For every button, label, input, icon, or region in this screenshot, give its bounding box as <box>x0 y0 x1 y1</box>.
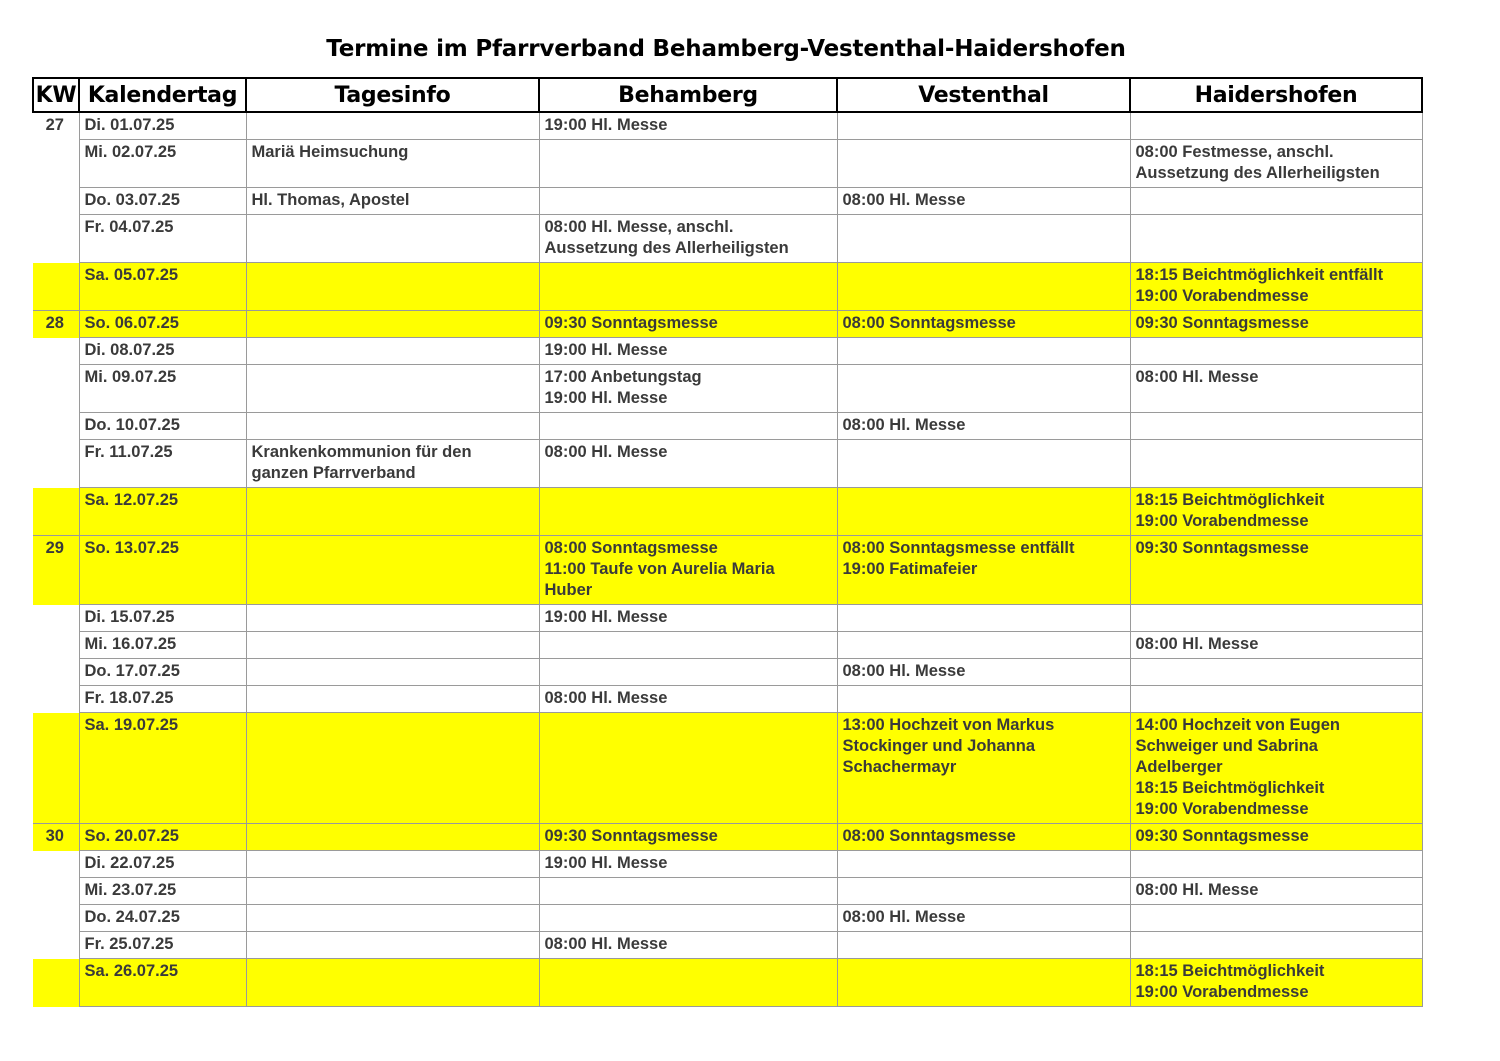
behamberg-cell: 08:00 Hl. Messe, anschl. Aussetzung des Allerheiligsten <box>539 215 837 263</box>
haidershofen-cell <box>1130 851 1422 878</box>
haidershofen-cell: 08:00 Hl. Messe <box>1130 365 1422 413</box>
haidershofen-cell <box>1130 686 1422 713</box>
haidershofen-cell <box>1130 659 1422 686</box>
table-row <box>33 659 1422 686</box>
table-row <box>33 851 1422 878</box>
kw-cell: 29 <box>33 536 79 605</box>
haidershofen-cell: 18:15 Beichtmöglichkeit entfällt 19:00 Vorabendmesse <box>1130 263 1422 311</box>
table-row <box>33 713 1422 824</box>
behamberg-cell <box>539 959 837 1007</box>
kalendertag-cell: Sa. 19.07.25 <box>79 713 246 824</box>
vestenthal-cell <box>837 851 1130 878</box>
behamberg-cell <box>539 878 837 905</box>
kw-cell <box>33 605 79 632</box>
table-row <box>33 188 1422 215</box>
tagesinfo-cell <box>246 959 539 1007</box>
kw-cell <box>33 215 79 263</box>
kw-cell <box>33 878 79 905</box>
kw-cell: 30 <box>33 824 79 851</box>
kalendertag-cell: Sa. 12.07.25 <box>79 488 246 536</box>
kalendertag-cell: Do. 17.07.25 <box>79 659 246 686</box>
vestenthal-cell: 08:00 Sonntagsmesse <box>837 824 1130 851</box>
behamberg-cell: 17:00 Anbetungstag 19:00 Hl. Messe <box>539 365 837 413</box>
vestenthal-cell: 08:00 Hl. Messe <box>837 188 1130 215</box>
kalendertag-cell: So. 06.07.25 <box>79 311 246 338</box>
tagesinfo-cell <box>246 851 539 878</box>
behamberg-cell: 08:00 Hl. Messe <box>539 932 837 959</box>
table-row <box>33 824 1422 851</box>
tagesinfo-cell: Hl. Thomas, Apostel <box>246 188 539 215</box>
kalendertag-cell: Sa. 05.07.25 <box>79 263 246 311</box>
table-row <box>33 215 1422 263</box>
vestenthal-cell: 13:00 Hochzeit von Markus Stockinger und Johanna Schachermayr <box>837 713 1130 824</box>
kalendertag-cell: Sa. 26.07.25 <box>79 959 246 1007</box>
behamberg-cell <box>539 263 837 311</box>
haidershofen-cell: 09:30 Sonntagsmesse <box>1130 824 1422 851</box>
table-row <box>33 311 1422 338</box>
vestenthal-cell <box>837 686 1130 713</box>
haidershofen-cell <box>1130 413 1422 440</box>
behamberg-cell <box>539 413 837 440</box>
header-behamberg: Behamberg <box>539 78 837 112</box>
haidershofen-cell <box>1130 338 1422 365</box>
kalendertag-cell: Di. 15.07.25 <box>79 605 246 632</box>
vestenthal-cell: 08:00 Sonntagsmesse entfällt 19:00 Fatimafeier <box>837 536 1130 605</box>
kw-cell <box>33 632 79 659</box>
haidershofen-cell: 14:00 Hochzeit von Eugen Schweiger und Sabrina Adelberger 18:15 Beichtmöglichkeit 19:00 Vorabendmesse <box>1130 713 1422 824</box>
behamberg-cell <box>539 632 837 659</box>
behamberg-cell <box>539 659 837 686</box>
vestenthal-cell <box>837 365 1130 413</box>
table-row <box>33 488 1422 536</box>
tagesinfo-cell <box>246 824 539 851</box>
kalendertag-cell: Fr. 11.07.25 <box>79 440 246 488</box>
behamberg-cell: 09:30 Sonntagsmesse <box>539 824 837 851</box>
kalendertag-cell: Fr. 18.07.25 <box>79 686 246 713</box>
vestenthal-cell <box>837 140 1130 188</box>
table-row <box>33 338 1422 365</box>
kw-cell <box>33 488 79 536</box>
tagesinfo-cell: Krankenkommunion für den ganzen Pfarrverband <box>246 440 539 488</box>
vestenthal-cell: 08:00 Hl. Messe <box>837 905 1130 932</box>
kw-cell <box>33 686 79 713</box>
behamberg-cell: 08:00 Sonntagsmesse 11:00 Taufe von Aurelia Maria Huber <box>539 536 837 605</box>
behamberg-cell <box>539 905 837 932</box>
table-row <box>33 365 1422 413</box>
page-title: Termine im Pfarrverband Behamberg-Vestenthal-Haidershofen <box>326 36 1126 62</box>
tagesinfo-cell <box>246 659 539 686</box>
behamberg-cell <box>539 488 837 536</box>
table-row <box>33 536 1422 605</box>
vestenthal-cell <box>837 632 1130 659</box>
tagesinfo-cell <box>246 365 539 413</box>
header-vestenthal: Vestenthal <box>837 78 1130 112</box>
kalendertag-cell: Mi. 16.07.25 <box>79 632 246 659</box>
table-row <box>33 905 1422 932</box>
behamberg-cell <box>539 140 837 188</box>
vestenthal-cell <box>837 112 1130 140</box>
kw-cell <box>33 851 79 878</box>
haidershofen-cell <box>1130 605 1422 632</box>
behamberg-cell: 19:00 Hl. Messe <box>539 338 837 365</box>
vestenthal-cell: 08:00 Hl. Messe <box>837 413 1130 440</box>
kalendertag-cell: Mi. 23.07.25 <box>79 878 246 905</box>
kalendertag-cell: Di. 22.07.25 <box>79 851 246 878</box>
behamberg-cell: 08:00 Hl. Messe <box>539 686 837 713</box>
header-row <box>33 78 1422 112</box>
tagesinfo-cell <box>246 112 539 140</box>
table-row <box>33 263 1422 311</box>
header-tagesinfo: Tagesinfo <box>246 78 539 112</box>
table-row <box>33 140 1422 188</box>
kw-cell <box>33 959 79 1007</box>
kw-cell: 28 <box>33 311 79 338</box>
kw-cell <box>33 338 79 365</box>
table-row <box>33 440 1422 488</box>
table-row <box>33 112 1422 140</box>
behamberg-cell: 19:00 Hl. Messe <box>539 605 837 632</box>
tagesinfo-cell <box>246 263 539 311</box>
vestenthal-cell <box>837 959 1130 1007</box>
header-kalendertag: Kalendertag <box>79 78 246 112</box>
haidershofen-cell: 09:30 Sonntagsmesse <box>1130 536 1422 605</box>
vestenthal-cell <box>837 215 1130 263</box>
tagesinfo-cell <box>246 713 539 824</box>
kalendertag-cell: So. 13.07.25 <box>79 536 246 605</box>
kalendertag-cell: Mi. 09.07.25 <box>79 365 246 413</box>
table-row <box>33 632 1422 659</box>
haidershofen-cell <box>1130 905 1422 932</box>
table-row <box>33 413 1422 440</box>
vestenthal-cell <box>837 605 1130 632</box>
kalendertag-cell: Di. 01.07.25 <box>79 112 246 140</box>
tagesinfo-cell <box>246 932 539 959</box>
behamberg-cell: 19:00 Hl. Messe <box>539 851 837 878</box>
table-row <box>33 878 1422 905</box>
kw-cell <box>33 140 79 188</box>
table-row <box>33 605 1422 632</box>
haidershofen-cell: 08:00 Hl. Messe <box>1130 632 1422 659</box>
tagesinfo-cell <box>246 905 539 932</box>
schedule-body <box>33 112 1422 1007</box>
kw-cell <box>33 263 79 311</box>
kalendertag-cell: Do. 10.07.25 <box>79 413 246 440</box>
tagesinfo-cell <box>246 536 539 605</box>
behamberg-cell <box>539 713 837 824</box>
table-row <box>33 959 1422 1007</box>
haidershofen-cell <box>1130 215 1422 263</box>
haidershofen-cell <box>1130 440 1422 488</box>
haidershofen-cell <box>1130 188 1422 215</box>
tagesinfo-cell: Mariä Heimsuchung <box>246 140 539 188</box>
behamberg-cell <box>539 188 837 215</box>
kalendertag-cell: Do. 03.07.25 <box>79 188 246 215</box>
vestenthal-cell <box>837 263 1130 311</box>
tagesinfo-cell <box>246 632 539 659</box>
schedule-table <box>32 77 1423 1007</box>
kalendertag-cell: Do. 24.07.25 <box>79 905 246 932</box>
behamberg-cell: 09:30 Sonntagsmesse <box>539 311 837 338</box>
tagesinfo-cell <box>246 878 539 905</box>
kw-cell <box>33 905 79 932</box>
vestenthal-cell <box>837 932 1130 959</box>
kalendertag-cell: So. 20.07.25 <box>79 824 246 851</box>
haidershofen-cell: 08:00 Hl. Messe <box>1130 878 1422 905</box>
kw-cell <box>33 713 79 824</box>
kw-cell <box>33 413 79 440</box>
kw-cell <box>33 365 79 413</box>
behamberg-cell: 19:00 Hl. Messe <box>539 112 837 140</box>
kw-cell: 27 <box>45 116 64 134</box>
kw-cell <box>33 440 79 488</box>
tagesinfo-cell <box>246 311 539 338</box>
table-row <box>33 932 1422 959</box>
vestenthal-cell <box>837 440 1130 488</box>
kalendertag-cell: Fr. 25.07.25 <box>79 932 246 959</box>
behamberg-cell: 08:00 Hl. Messe <box>539 440 837 488</box>
vestenthal-cell <box>837 488 1130 536</box>
vestenthal-cell <box>837 338 1130 365</box>
vestenthal-cell: 08:00 Sonntagsmesse <box>837 311 1130 338</box>
tagesinfo-cell <box>246 215 539 263</box>
header-kw: KW <box>33 78 79 112</box>
tagesinfo-cell <box>246 413 539 440</box>
vestenthal-cell <box>837 878 1130 905</box>
kw-cell <box>33 188 79 215</box>
haidershofen-cell <box>1130 932 1422 959</box>
kalendertag-cell: Mi. 02.07.25 <box>79 140 246 188</box>
kw-cell <box>33 932 79 959</box>
kalendertag-cell: Di. 08.07.25 <box>79 338 246 365</box>
kw-cell <box>33 659 79 686</box>
haidershofen-cell: 18:15 Beichtmöglichkeit 19:00 Vorabendmesse <box>1130 959 1422 1007</box>
haidershofen-cell: 09:30 Sonntagsmesse <box>1130 311 1422 338</box>
table-row <box>33 686 1422 713</box>
tagesinfo-cell <box>246 488 539 536</box>
kalendertag-cell: Fr. 04.07.25 <box>79 215 246 263</box>
header-haidershofen: Haidershofen <box>1130 78 1422 112</box>
vestenthal-cell: 08:00 Hl. Messe <box>837 659 1130 686</box>
tagesinfo-cell <box>246 338 539 365</box>
haidershofen-cell <box>1130 112 1422 140</box>
tagesinfo-cell <box>246 605 539 632</box>
haidershofen-cell: 18:15 Beichtmöglichkeit 19:00 Vorabendmesse <box>1130 488 1422 536</box>
haidershofen-cell: 08:00 Festmesse, anschl. Aussetzung des Allerheiligsten <box>1130 140 1422 188</box>
tagesinfo-cell <box>246 686 539 713</box>
